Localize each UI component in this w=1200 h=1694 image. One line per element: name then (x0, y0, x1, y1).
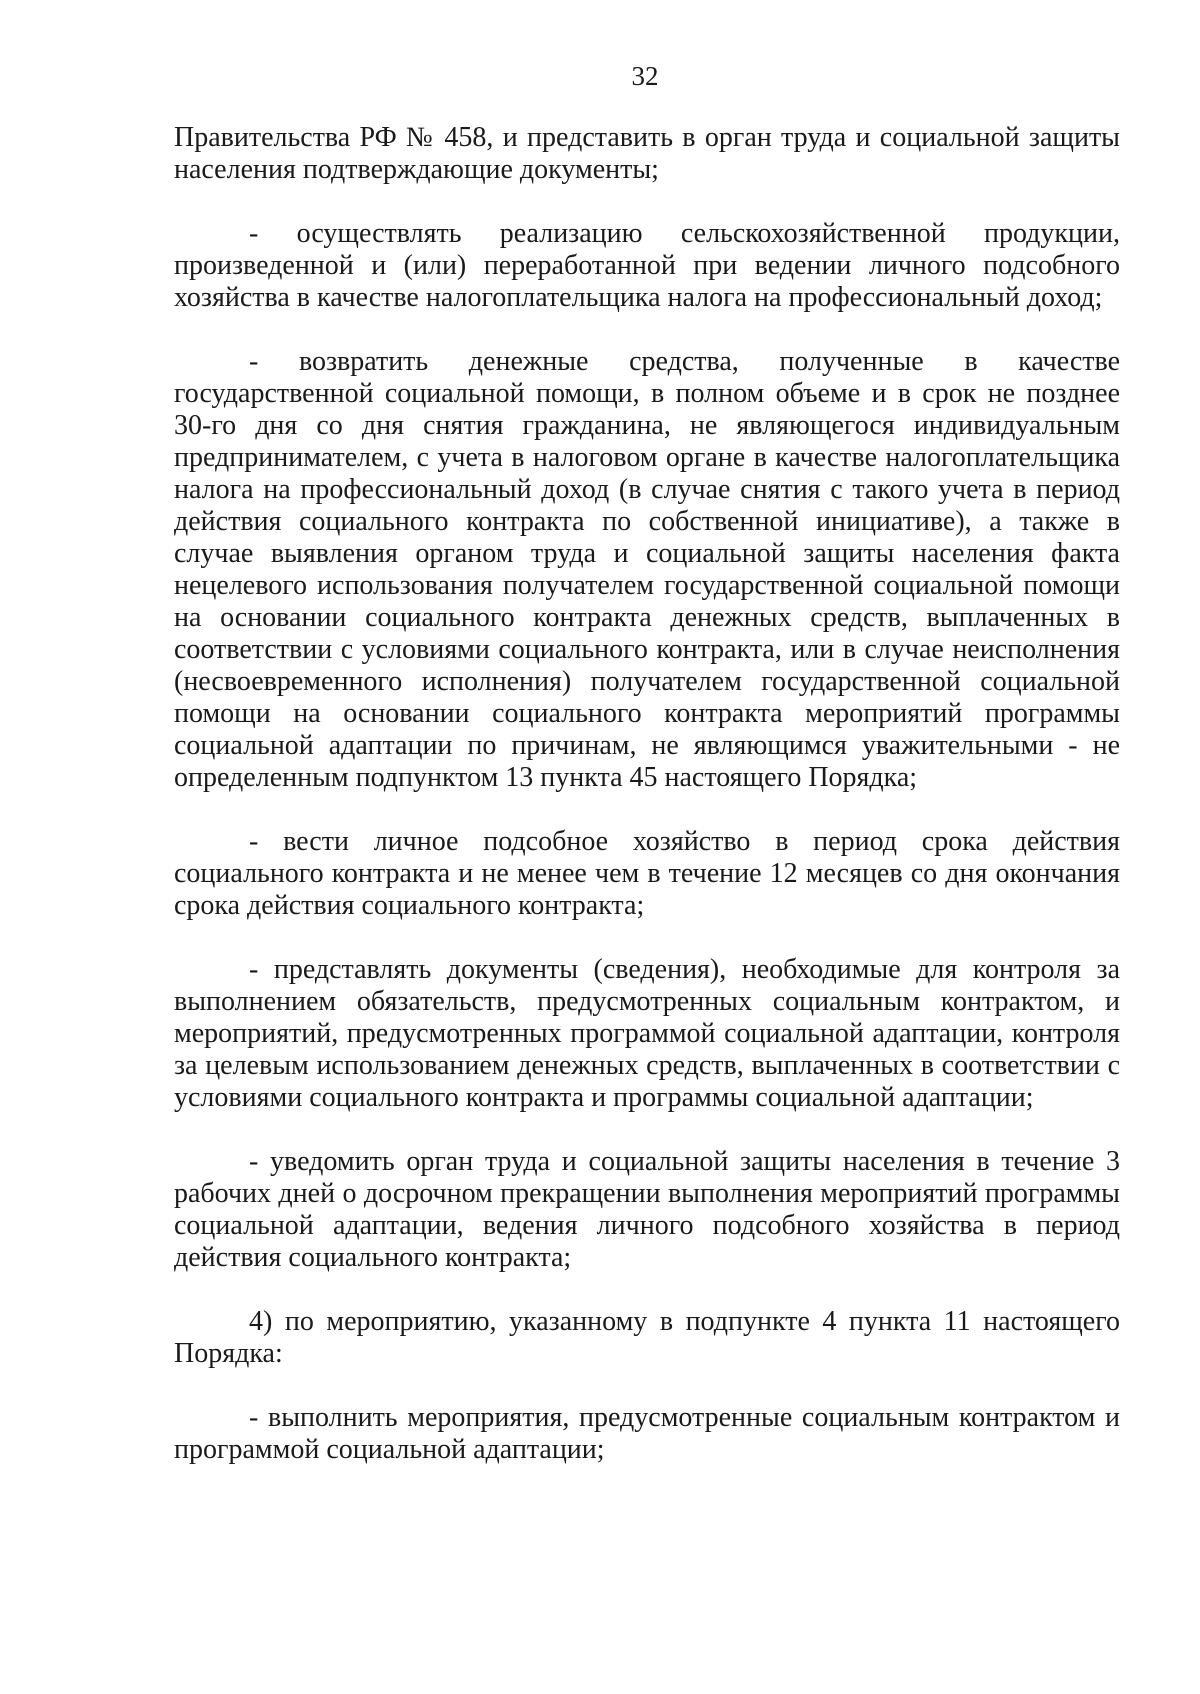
paragraph-continuation: Правительства РФ № 458, и представить в орган труда и социальной защиты населения подтверждающие документы; (174, 122, 1120, 185)
document-body (174, 122, 1120, 1498)
paragraph-farm-obligation: - вести личное подсобное хозяйство в период срока действия социального контракта и не менее чем в течение 12 месяцев со дня окончания срока действия социального контракта; (174, 826, 1120, 921)
paragraph-refund-obligation: - возвратить денежные средства, полученные в качестве государственной социальной помощи, в полном объеме и в срок не позднее 30-го дня со дня снятия гражданина, не являющегося индивидуальным предпринимателем, с учета в налоговом органе в качестве налогоплательщика налога на профессиональный доход (в случае снятия с такого учета в период действия социального контракта по собственной инициативе), а также в случае выявления органом труда и социальной защиты населения факта нецелевого использования получателем государственной социальной помощи на основании социального контракта денежных средств, выплаченных в соответствии с условиями социального контракта, или в случае неисполнения (несвоевременного исполнения) получателем государственной социальной помощи на основании социального контракта мероприятий программы социальной адаптации по причинам, не являющимся уважительными - не определенным подпунктом 13 пункта 45 настоящего Порядка; (174, 346, 1120, 793)
paragraph-perform-activities: - выполнить мероприятия, предусмотренные социальным контрактом и программой социальной адаптации; (174, 1402, 1120, 1465)
paragraph-sales-obligation: - осуществлять реализацию сельскохозяйственной продукции, произведенной и (или) переработанной при ведении личного подсобного хозяйства в качестве налогоплательщика налога на профессиональный доход; (174, 218, 1120, 313)
paragraph-documents-obligation: - представлять документы (сведения), необходимые для контроля за выполнением обязательств, предусмотренных социальным контрактом, и мероприятий, предусмотренных программой социальной адаптации, контроля за целевым использованием денежных средств, выплаченных в соответствии с условиями социального контракта и программы социальной адаптации; (174, 954, 1120, 1113)
paragraph-subitem-4: 4) по мероприятию, указанному в подпункте 4 пункта 11 настоящего Порядка: (174, 1306, 1120, 1369)
paragraph-notify-obligation: - уведомить орган труда и социальной защиты населения в течение 3 рабочих дней о досрочном прекращении выполнения мероприятий программы социальной адаптации, ведения личного подсобного хозяйства в период действия социального контракта; (174, 1146, 1120, 1273)
page-number: 32 (631, 61, 659, 91)
